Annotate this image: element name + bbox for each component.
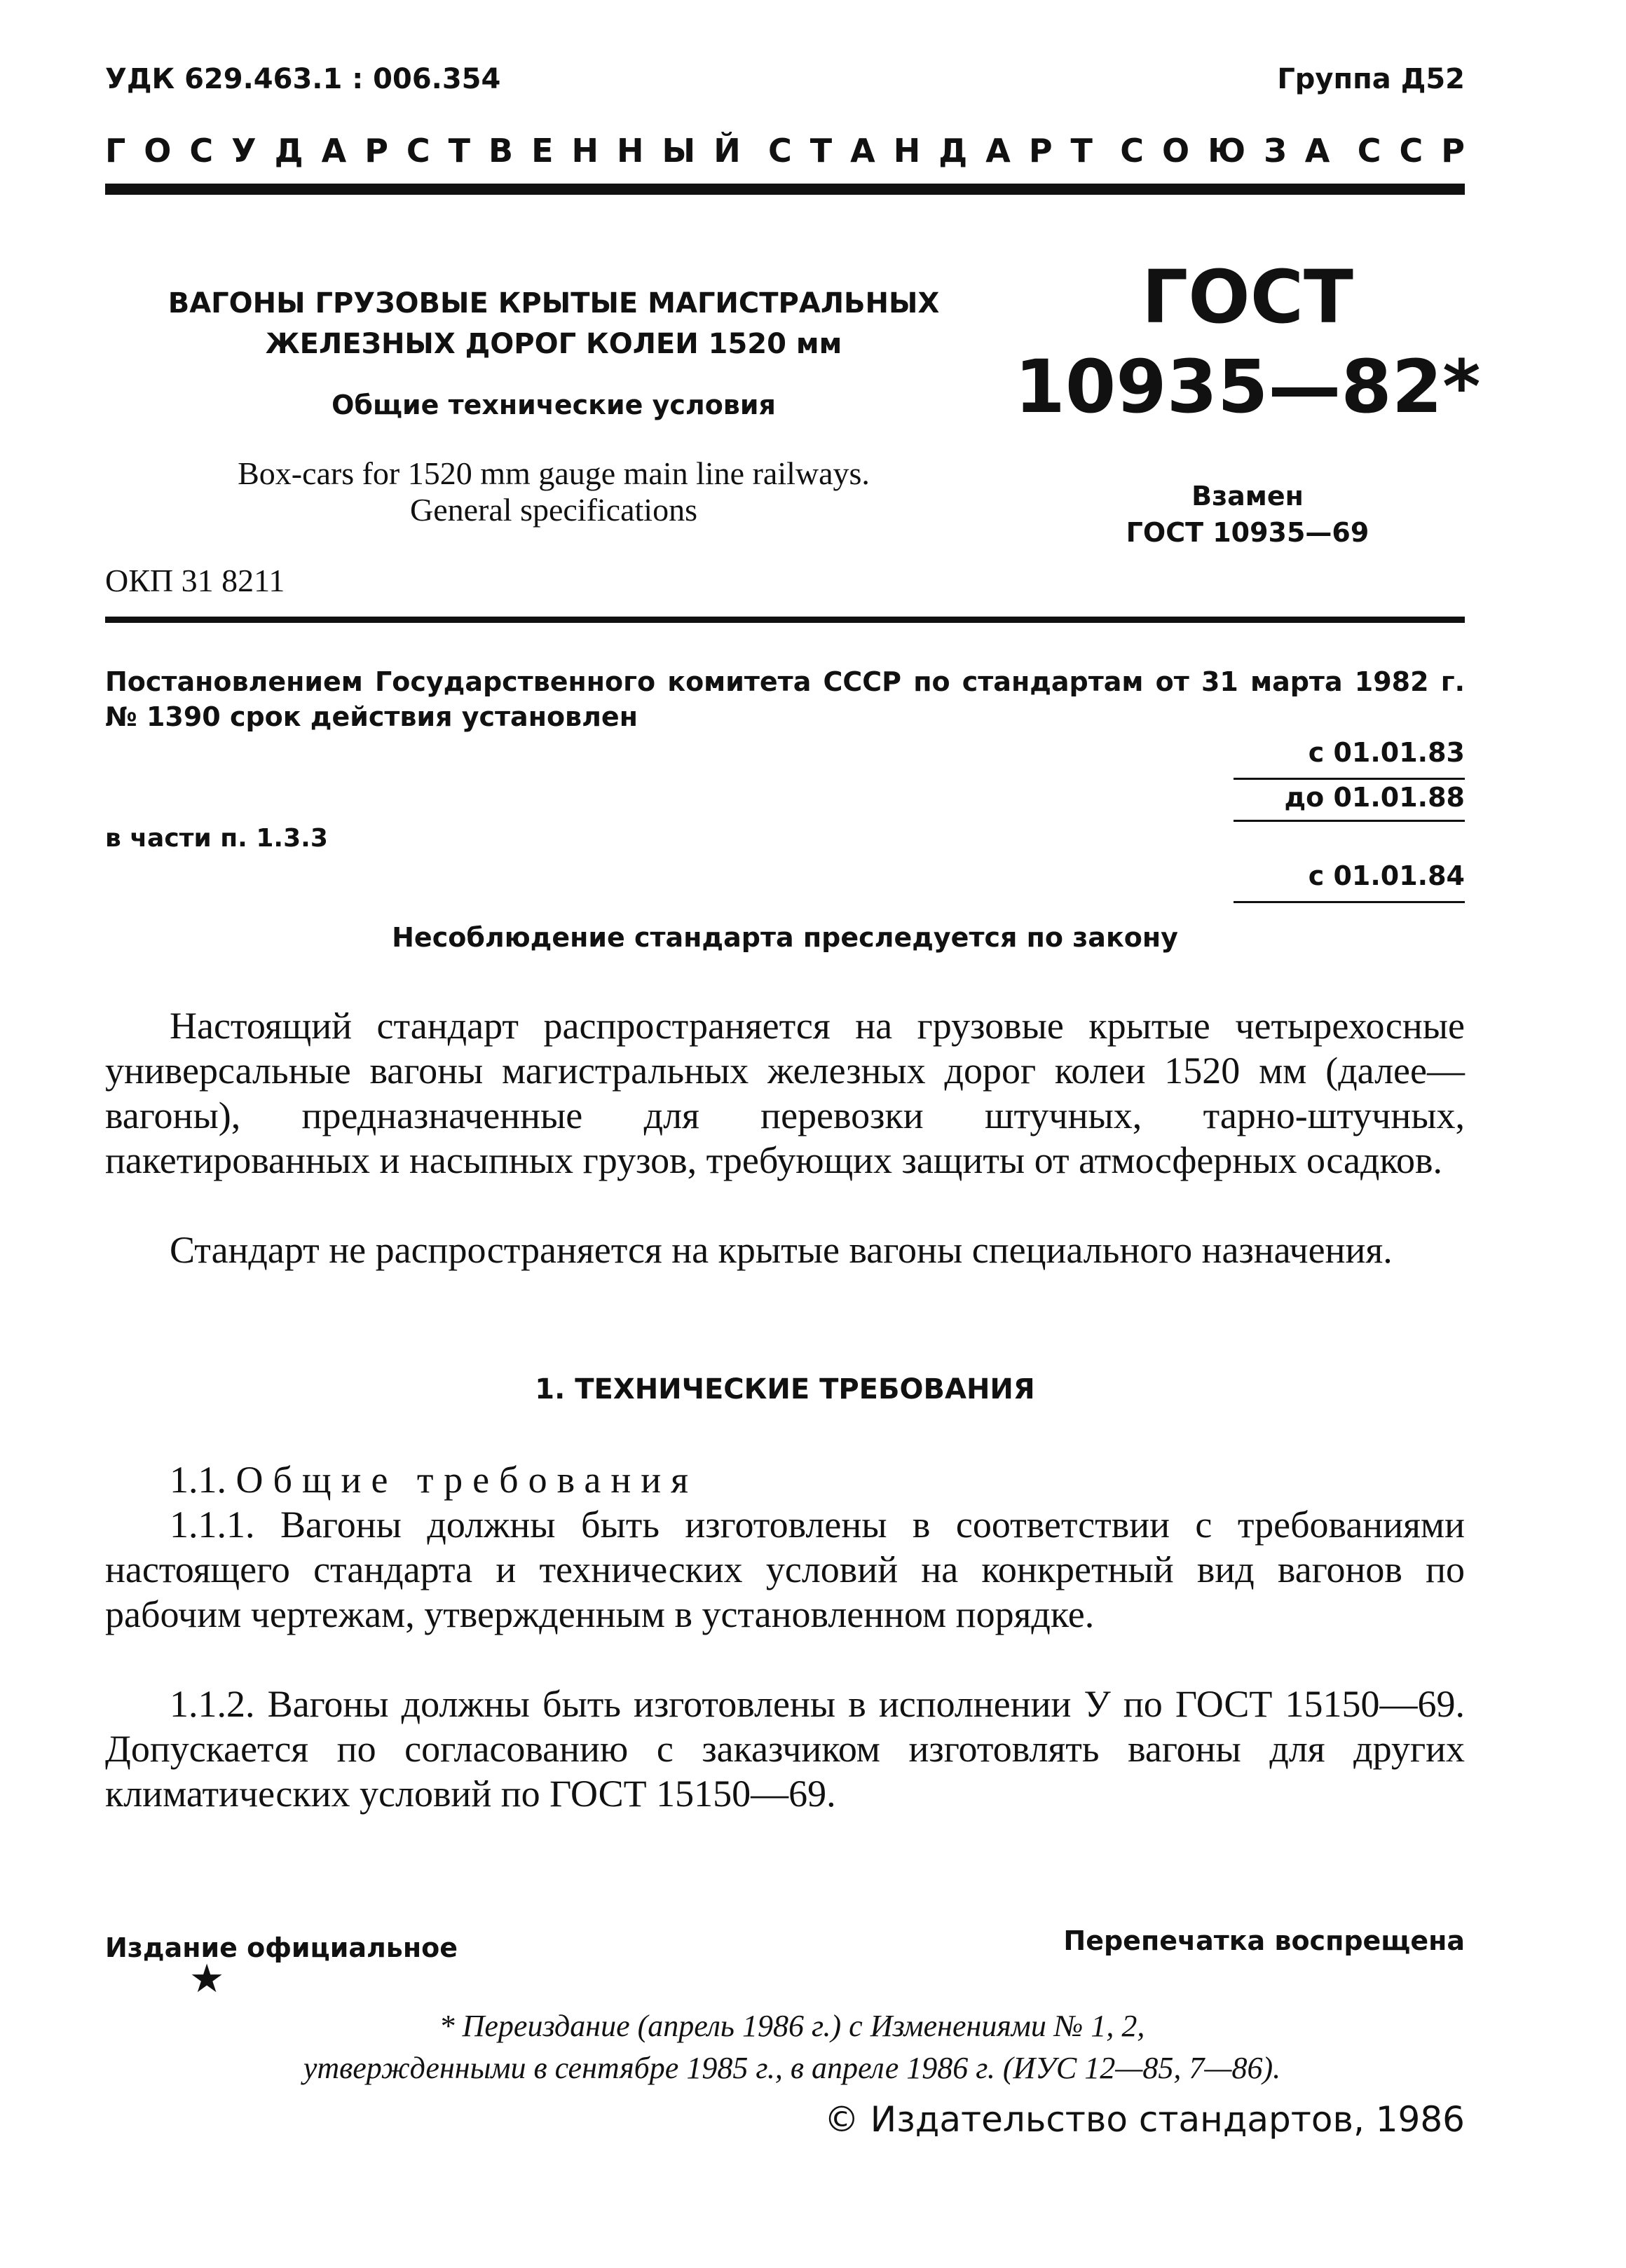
- gost-number-block: [1009, 252, 1486, 432]
- group-code: Группа Д52: [1277, 63, 1465, 95]
- gost-number: 10935—82*: [1014, 344, 1481, 429]
- clause-paragraph: 1.1.1. Вагоны должны быть изготовлены в соответствии с требованиями настоящего стандарта и технических условий на конкретный вид вагонов по рабочим чертежам, утвержденным в установленном порядке.: [105, 1504, 1465, 1635]
- star-icon: ★: [189, 1958, 225, 2001]
- banner-word: СТАНДАРТ: [768, 132, 1111, 170]
- date-until: до 01.01.88: [1284, 782, 1465, 813]
- intro-paragraph: Настоящий стандарт распространяется на грузовые крытые четырехосные универсальные вагоны магистральных железных дорог колеи 1520 мм (далее—вагоны), предназначенные для перевозки штучных, тарно-штучных, пакетированных и насыпных грузов, требующих защиты от атмосферных осадков.: [105, 1005, 1465, 1181]
- clause-paragraph: 1.1.2. Вагоны должны быть изготовлены в исполнении У по ГОСТ 15150—69. Допускается по согласованию с заказчиком изготовлять вагоны для других климатических условий по ГОСТ 15150—69.: [105, 1683, 1465, 1815]
- section-heading: 1. ТЕХНИЧЕСКИЕ ТРЕБОВАНИЯ: [535, 1373, 1035, 1406]
- part-label: в части п. 1.3.3: [105, 824, 328, 853]
- intro-paragraph: Стандарт не распространяется на крытые вагоны специального назначения.: [170, 1229, 1393, 1271]
- replaces-number: ГОСТ 10935—69: [1126, 517, 1369, 548]
- date-underline: [1234, 778, 1465, 780]
- header-rule: [105, 184, 1465, 195]
- footnote-line: утвержденными в сентябре 1985 г., в апреле 1986 г. (ИУС 12—85, 7—86).: [303, 2051, 1281, 2085]
- title-line: ВАГОНЫ ГРУЗОВЫЕ КРЫТЫЕ МАГИСТРАЛЬНЫХ: [168, 287, 940, 319]
- footnote-line: * Переиздание (апрель 1986 г.) с Изменениями № 1, 2,: [439, 2009, 1145, 2043]
- udk-code: УДК 629.463.1 : 006.354: [105, 63, 501, 95]
- reprint-notice: Перепечатка воспрещена: [1063, 1925, 1465, 1956]
- replaces-label: Взамен: [1191, 481, 1304, 511]
- english-line: Box-cars for 1520 mm gauge main line railways.: [238, 455, 870, 491]
- subsection-heading: [105, 1457, 1465, 1502]
- title-line: ЖЕЛЕЗНЫХ ДОРОГ КОЛЕИ 1520 мм: [265, 328, 842, 360]
- state-standard-banner: [105, 132, 1483, 170]
- gost-label: ГОСТ: [1142, 254, 1353, 340]
- edition-label: Издание официальное: [105, 1932, 458, 1963]
- decree-text: Постановлением Государственного комитета СССР по стандартам от 31 марта 1982 г. № 1390 срок действия установлен: [105, 666, 1465, 732]
- reissue-footnote: [161, 2005, 1423, 2089]
- subsection-number: 1.1.: [170, 1459, 226, 1501]
- date-underline: [1234, 901, 1465, 903]
- date-underline: [1234, 820, 1465, 822]
- banner-word: ССР: [1357, 132, 1483, 170]
- banner-word: СОЮЗА: [1120, 132, 1348, 170]
- document-subtitle: Общие технические условия: [332, 390, 776, 420]
- title-rule: [105, 617, 1465, 623]
- okp-code: ОКП 31 8211: [105, 563, 285, 598]
- publisher-line: © Издательство стандартов, 1986: [824, 2099, 1465, 2140]
- date-from: с 01.01.83: [1308, 737, 1465, 768]
- document-title: [140, 283, 967, 364]
- law-notice: Несоблюдение стандарта преследуется по закону: [392, 922, 1178, 953]
- subsection-title: Общие требования: [235, 1459, 699, 1501]
- banner-word: ГОСУДАРСТВЕННЫЙ: [105, 132, 759, 170]
- replaces-block: [1009, 478, 1486, 551]
- english-title: [140, 455, 967, 528]
- english-line: General specifications: [410, 492, 697, 528]
- part-date-from: с 01.01.84: [1308, 860, 1465, 891]
